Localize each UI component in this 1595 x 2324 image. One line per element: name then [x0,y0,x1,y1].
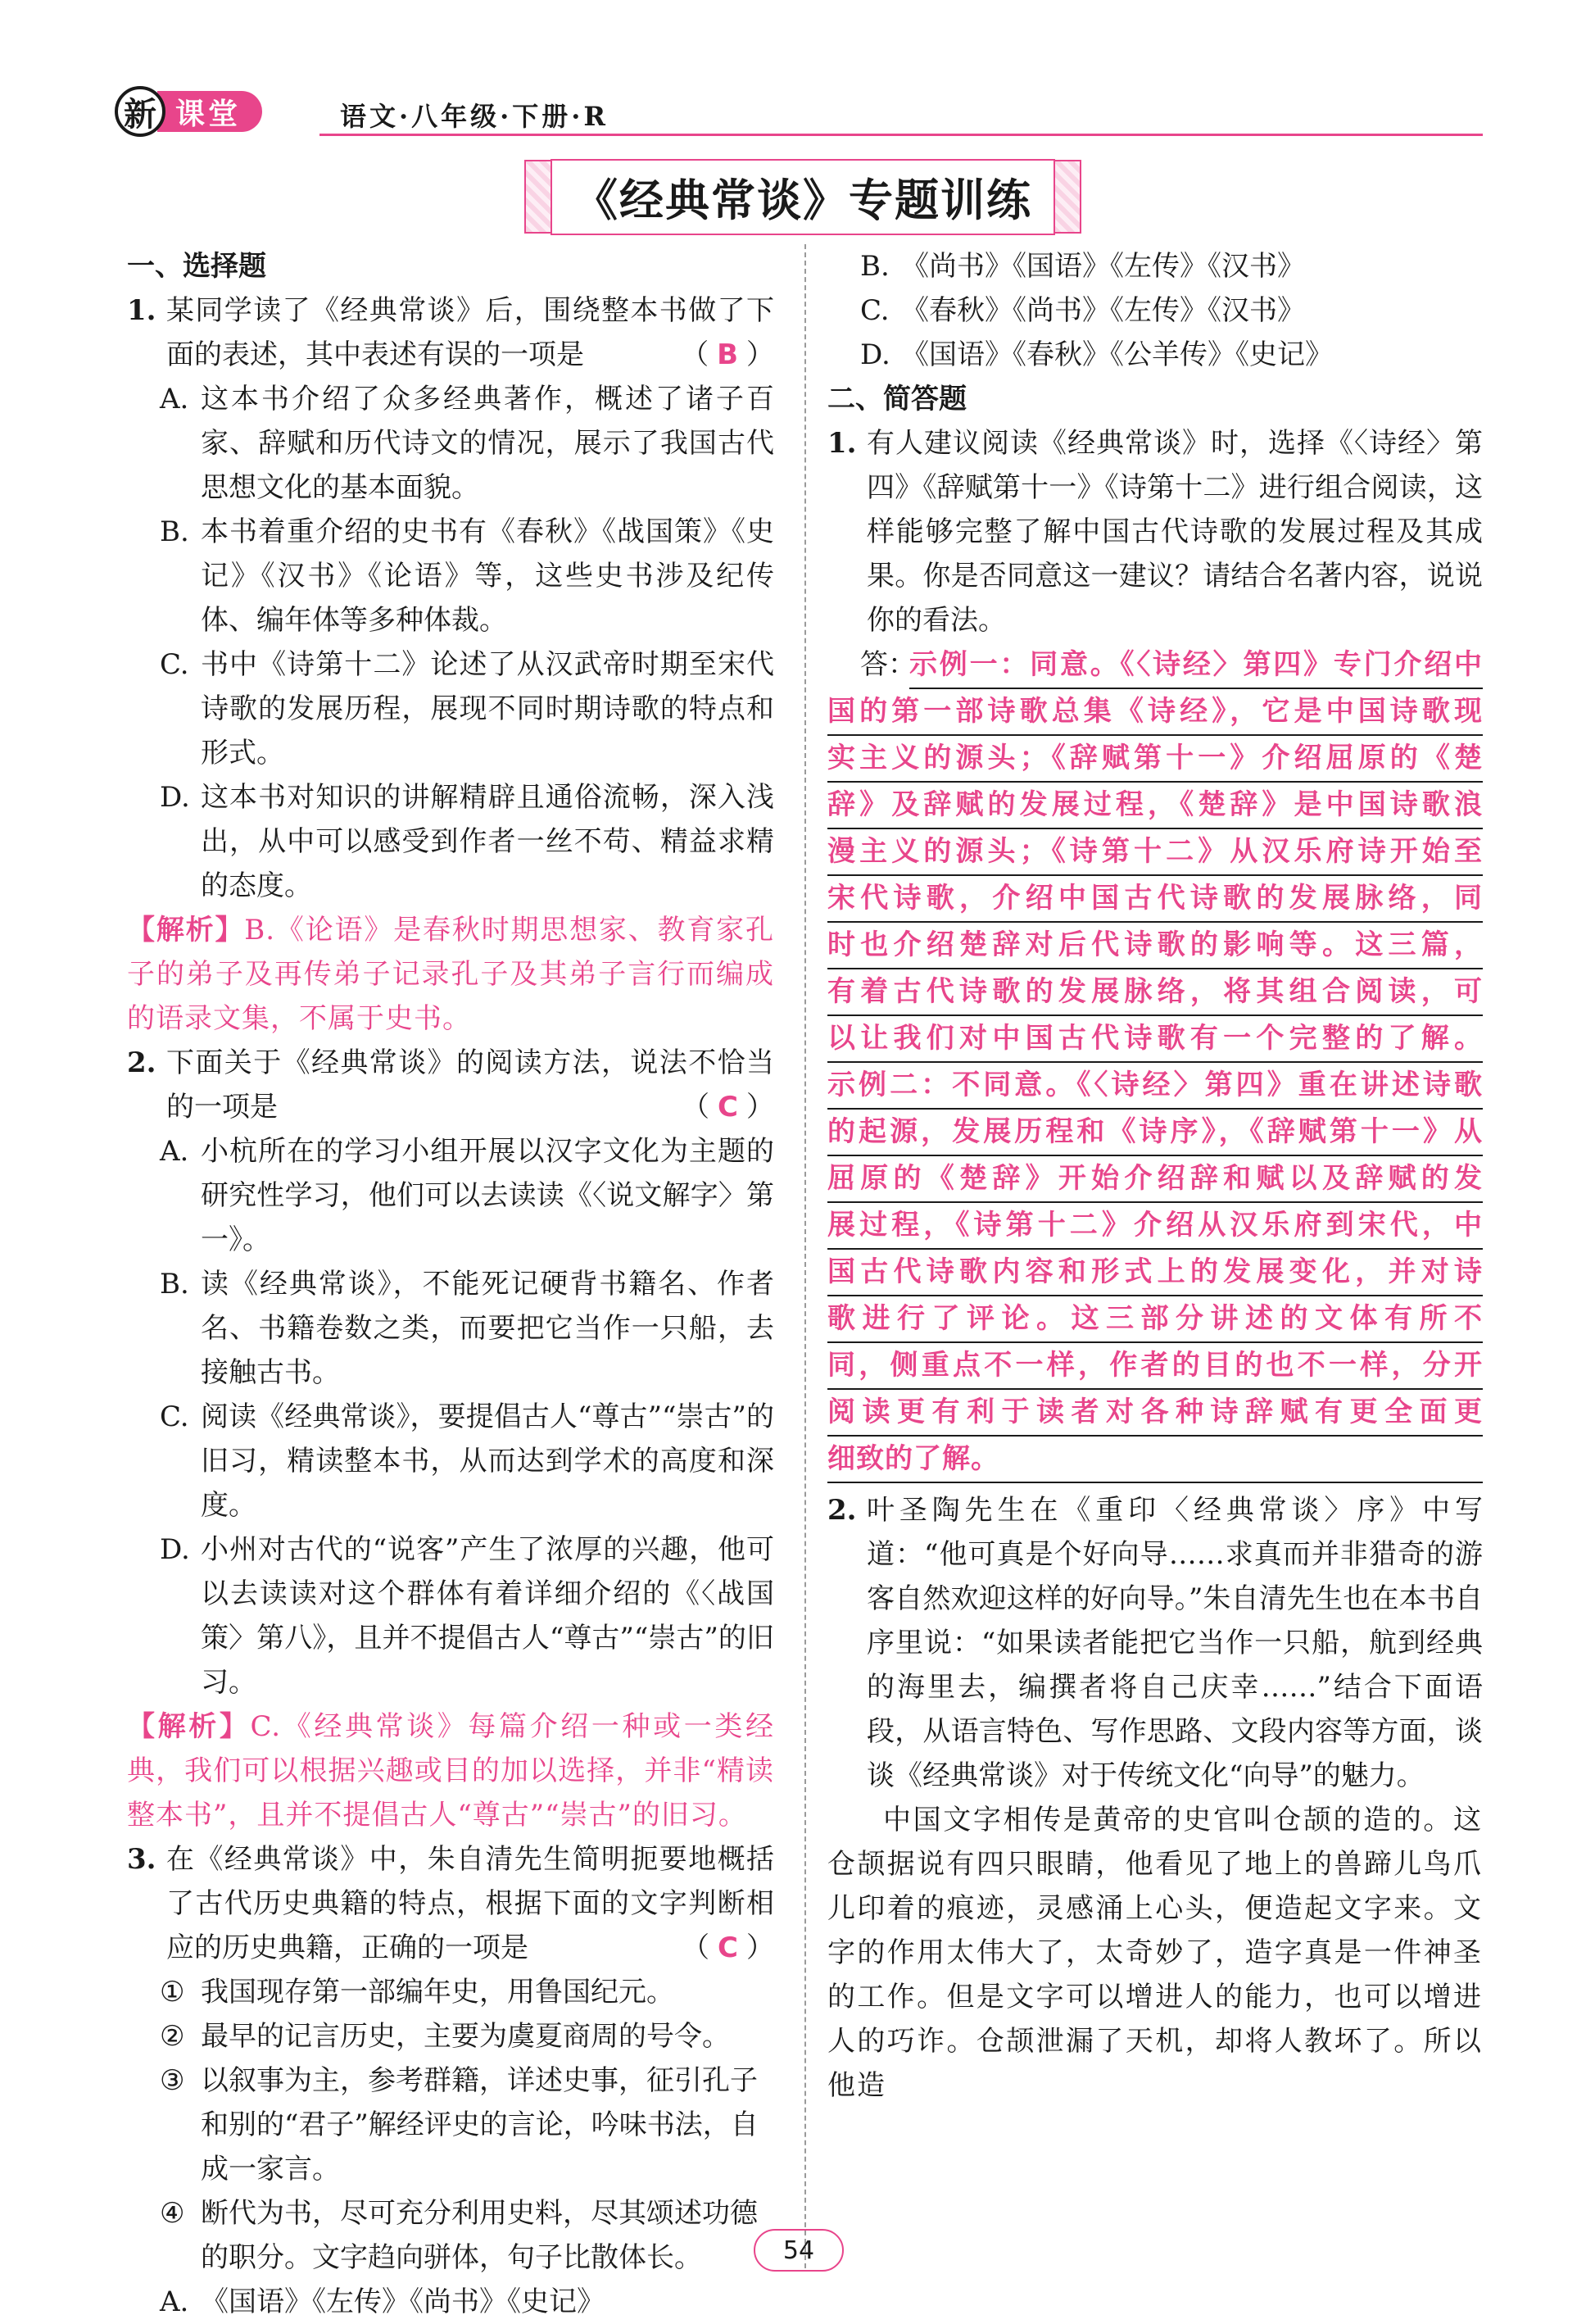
option [827,333,1483,377]
reading-passage: 中国文字相传是黄帝的史官叫仓颉的造的。这仓颉据说有四只眼睛，他看见了地上的兽蹄儿鸟爪儿印着的痕迹，灵感涌上心头，便造起文字来。文字的作用太伟大了，太奇妙了，造字真是一件神圣的工作。但是文字可以增进人的能力，也可以增进人的巧诈。仓颉泄漏了天机，却将人教坏了。所以他造 [827,1804,1483,2102]
option-letter: D. [860,338,890,371]
answer-line: 国的第一部诗歌总集《诗经》，它是中国诗歌现 [827,689,1483,736]
option-text: 这本书对知识的讲解精辟且通俗流畅，深入浅出，从中可以感受到作者一丝不苟、精益求精的态度。 [201,781,774,902]
option-letter: B. [160,515,189,548]
clue-item [127,2191,774,2280]
option-letter: C. [160,648,189,681]
option [127,1395,774,1527]
option [127,2280,774,2324]
clue-mark: ① [160,1976,185,2009]
question-stem: 下面关于《经典常谈》的阅读方法，说法不恰当的一项是 [166,1046,774,1123]
option-letter: B. [860,250,890,283]
option-text: 阅读《经典常谈》，要提倡古人“尊古”“崇古”的旧习，精读整本书，从而达到学术的高度和深度。 [201,1400,774,1522]
section-heading: 一、选择题 [127,250,266,283]
left-column [127,244,774,2324]
right-column [827,244,1483,2108]
option-text: 这本书介绍了众多经典著作，概述了诸子百家、辞赋和历代诗文的情况，展示了我国古代思想文化的基本面貌。 [201,383,774,504]
logo-badge: 新 [115,86,165,137]
answer-letter: B [717,338,738,371]
answer-bracket: （ C ） [682,1931,774,1964]
option-text: 《国语》《春秋》《公羊传》《史记》 [901,338,1333,371]
analysis-label: 【解析】 [127,1710,251,1743]
option [127,775,774,908]
answer-line: 以让我们对中国古代诗歌有一个完整的了解。 [827,1016,1483,1063]
header-rule [319,134,1483,136]
answer-line: 实主义的源头；《辞赋第十一》介绍屈原的《楚 [827,736,1483,783]
question-number: 2. [127,1046,156,1079]
question-2 [127,1041,774,1129]
answer-line: 展过程，《诗第十二》介绍从汉乐府到宋代，中 [827,1203,1483,1250]
option-letter: B. [160,1268,189,1300]
answer-line: 时也介绍楚辞对后代诗歌的影响等。这三篇， [827,923,1483,969]
clue-item [127,2058,774,2191]
option-text: 小杭所在的学习小组开展以汉字文化为主题的研究性学习，他们可以去读读《〈说文解字〉第一》。 [201,1135,774,1256]
question-number: 1. [827,427,857,460]
answer-bracket: （ B ） [681,338,774,371]
answer-block [827,642,1483,1483]
answer-line: 漫主义的源头；《诗第十二》从汉乐府诗开始至 [827,829,1483,876]
question-stem: 在《经典常谈》中，朱自清先生简明扼要地概括了古代历史典籍的特点，根据下面的文字判断相应的历史典籍，正确的一项是 [166,1843,774,1964]
clue-text: 最早的记言历史，主要为虞夏商周的号令。 [201,2020,730,2053]
short-question-1 [827,421,1483,642]
option [127,1262,774,1395]
option [827,288,1483,333]
option [827,244,1483,288]
analysis-text: B.《论语》是春秋时期思想家、教育家孔子的弟子及再传弟子记录孔子及其弟子言行而编成的语录文集，不属于史书。 [127,914,774,1035]
clue-text: 以叙事为主，参考群籍，详述史事，征引孔子和别的“君子”解经评史的言论，吟味书法，自成一家言。 [201,2064,759,2186]
page-title: 《经典常谈》专题训练 [551,159,1055,235]
analysis-label: 【解析】 [127,914,245,946]
option [127,510,774,642]
option-text: 《国语》《左传》《尚书》《史记》 [201,2285,605,2318]
clue-mark: ② [160,2020,185,2053]
question-stem: 某同学读了《经典常谈》后，围绕整本书做了下面的表述，其中表述有误的一项是 [166,294,774,371]
question-3 [127,1837,774,1970]
option-letter: C. [860,294,890,327]
page-number: 54 [754,2229,844,2272]
option-letter: A. [160,2285,189,2318]
analysis [127,1704,774,1837]
question-number: 2. [827,1494,857,1527]
question-number: 3. [127,1843,156,1876]
analysis-text: C.《经典常谈》每篇介绍一种或一类经典，我们可以根据兴趣或目的加以选择，并非“精读整本书”，且并不提倡古人“尊古”“崇古”的旧习。 [127,1710,775,1832]
question-number: 1. [127,294,156,327]
answer-letter: C [718,1931,738,1964]
clue-item [127,2014,774,2058]
option-text: 本书着重介绍的史书有《春秋》《战国策》《史记》《汉书》《论语》等，这些史书涉及纪传体、编年体等多种体裁。 [201,515,774,637]
answer-line: 细致的了解。 [827,1437,1483,1483]
answer-letter: C [718,1091,738,1123]
option [127,377,774,510]
answer-line: 宋代诗歌，介绍中国古代诗歌的发展脉络，同 [827,876,1483,923]
option-letter: A. [160,383,189,415]
answer-line: 的起源，发展历程和《诗序》，《辞赋第十一》从 [827,1110,1483,1156]
answer-line: 屈原的《楚辞》开始介绍辞和赋以及辞赋的发 [827,1156,1483,1203]
logo-text: 课堂 [157,91,262,132]
option-letter: D. [160,781,190,814]
short-question-2 [827,1488,1483,1798]
answer-line: 示例一：同意。《〈诗经〉第四》专门介绍中 [909,642,1483,689]
question-stem: 叶圣陶先生在《重印〈经典常谈〉序》中写道：“他可真是个好向导……求真而并非猎奇的游客自然欢迎这样的好向导。”朱自清先生也在本书自序里说：“如果读者能把它当作一只船，航到经典的海里去，编撰者将自己庆幸……”结合下面语段，从语言特色、写作思路、文段内容等方面，谈谈《经典常谈》对于传统文化“向导”的魅力。 [867,1494,1483,1792]
option [127,1129,774,1262]
option [127,1527,774,1704]
option-text: 小州对古代的“说客”产生了浓厚的兴趣，他可以去读读对这个群体有着详细介绍的《〈战国策〉第八》，且并不提倡古人“尊古”“崇古”的旧习。 [201,1533,774,1699]
answer-line: 歌进行了评论。这三部分讲述的文体有所不 [827,1296,1483,1343]
question-1 [127,288,774,377]
subject-label: 语文·八年级·下册·R [340,101,609,132]
answer-line: 阅读更有利于读者对各种诗辞赋有更全面更 [827,1390,1483,1437]
clue-mark: ③ [160,2064,185,2097]
option-text: 《春秋》《尚书》《左传》《汉书》 [901,294,1305,327]
option-text: 读《经典常谈》，不能死记硬背书籍名、作者名、书籍卷数之类，而要把它当作一只船，去接触古书。 [201,1268,774,1389]
answer-line: 有着古代诗歌的发展脉络，将其组合阅读，可 [827,969,1483,1016]
title-banner [524,160,1081,234]
clue-text: 断代为书，尽可充分利用史料，尽其颂述功德的职分。文字趋向骈体，句子比散体长。 [201,2197,758,2274]
answer-bracket: （ C ） [682,1091,774,1123]
answer-line: 国古代诗歌内容和形式上的发展变化，并对诗 [827,1250,1483,1296]
option-text: 《尚书》《国语》《左传》《汉书》 [901,250,1305,283]
brand-logo [115,86,262,137]
clue-item [127,1970,774,2014]
clue-text: 我国现存第一部编年史，用鲁国纪元。 [201,1976,674,2009]
section-heading: 二、简答题 [827,383,967,415]
answer-lead: 答： [860,648,916,681]
answer-line: 示例二：不同意。《〈诗经〉第四》重在讲述诗歌 [827,1063,1483,1110]
option-letter: C. [160,1400,189,1433]
option-letter: A. [160,1135,189,1168]
option-text: 书中《诗第十二》论述了从汉武帝时期至宋代诗歌的发展历程，展现不同时期诗歌的特点和形式。 [201,648,774,769]
option-letter: D. [160,1533,190,1566]
analysis [127,908,774,1041]
question-stem: 有人建议阅读《经典常谈》时，选择《〈诗经〉第四》《辞赋第十一》《诗第十二》进行组合阅读，这样能够完整了解中国古代诗歌的发展过程及其成果。你是否同意这一建议？请结合名著内容，说说你的看法。 [867,427,1483,637]
page-header [115,78,1483,143]
answer-line: 同，侧重点不一样，作者的目的也不一样，分开 [827,1343,1483,1390]
clue-mark: ④ [160,2197,185,2230]
column-divider [804,244,806,2268]
option [127,642,774,775]
answer-line: 辞》及辞赋的发展过程，《楚辞》是中国诗歌浪 [827,783,1483,829]
